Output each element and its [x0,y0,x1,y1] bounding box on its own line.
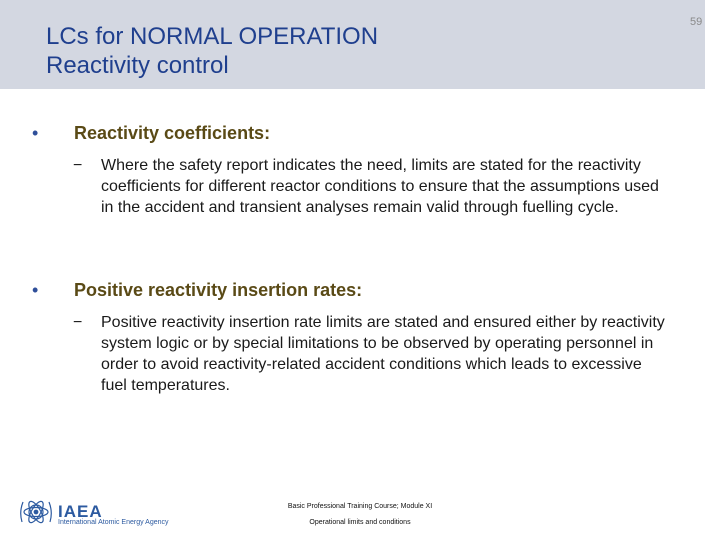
slide-title [46,22,378,80]
bullet-marker: • [32,123,39,143]
bullet-marker: • [32,280,39,300]
sub-bullet-positive-reactivity-insertion-rates [73,312,673,396]
title-line-1: LCs for NORMAL OPERATION [46,23,379,50]
sub-bullet-reactivity-coefficients [73,155,673,218]
footer-topic: Operational limits and conditions [309,519,411,526]
bullet-label: Reactivity coefficients: [74,123,271,143]
bullet-label: Positive reactivity insertion rates: [74,280,363,300]
footer-course: Basic Professional Training Course; Module XI [287,503,433,510]
slide-number: 59 [690,16,703,28]
logo-subtitle: International Atomic Energy Agency [58,519,169,526]
title-line-2: Reactivity control [46,52,229,79]
sub-bullet-marker: − [73,314,83,331]
sub-bullet-text: Where the safety report indicates the need, limits are stated for the reactivity coefficients for different reactor conditions to ensure that the assumptions used in the accident and transient analyses remain valid through fuelling cycle. [101,157,659,216]
iaea-logo [16,492,56,532]
sub-bullet-marker: − [73,157,83,174]
sub-bullet-text: Positive reactivity insertion rate limits are stated and ensured either by reactivity system logic or by special limitations to be observed by operating personnel in order to avoid reactivity-related accident conditions which leads to excessive fuel temperatures. [101,314,665,394]
iaea-emblem-icon [21,499,52,524]
logo-name: IAEA [58,502,103,521]
